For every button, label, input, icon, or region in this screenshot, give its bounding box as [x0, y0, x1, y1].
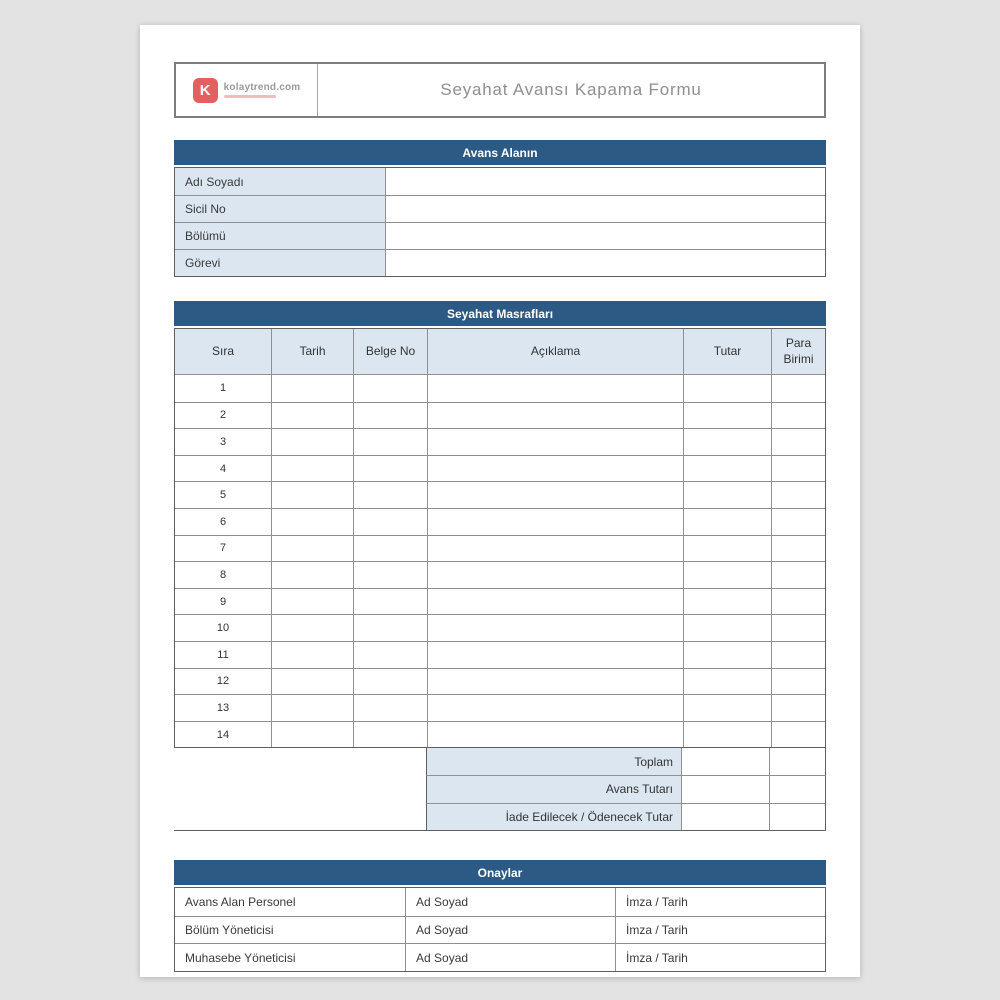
expense-input-cell[interactable] [271, 562, 353, 588]
expense-input-cell[interactable] [683, 615, 771, 641]
expense-input-cell[interactable] [683, 509, 771, 535]
page-title: Seyahat Avansı Kapama Formu [440, 80, 702, 99]
expense-input-cell[interactable] [683, 456, 771, 482]
avans-alanin-header: Avans Alanın [174, 140, 826, 165]
onaylar-header: Onaylar [174, 860, 826, 885]
expense-input-cell[interactable] [683, 482, 771, 508]
approver-role-label: Bölüm Yöneticisi [185, 922, 274, 937]
summary-label: Toplam [426, 748, 682, 776]
expenses-column-header: Para Birimi [771, 329, 825, 374]
summary-spacer [174, 748, 426, 776]
expense-input-cell[interactable] [771, 536, 825, 562]
form-paper [140, 25, 860, 977]
summary-currency-cell[interactable] [770, 776, 826, 804]
approver-name-label: Ad Soyad [405, 944, 615, 971]
expense-input-cell[interactable] [271, 642, 353, 668]
expense-input-cell[interactable] [271, 375, 353, 402]
approver-signature-label: İmza / Tarih [615, 888, 825, 916]
summary-currency-cell[interactable] [770, 804, 826, 832]
expense-input-cell[interactable] [771, 375, 825, 402]
row-number-cell: 13 [216, 701, 230, 714]
expense-input-cell[interactable] [271, 403, 353, 429]
expense-input-cell[interactable] [427, 403, 683, 429]
summary-amount-cell[interactable] [682, 748, 770, 776]
logo-text: kolaytrend.com [223, 82, 301, 93]
expense-input-cell[interactable] [271, 669, 353, 695]
expenses-summary [174, 748, 826, 831]
expense-input-cell[interactable] [771, 615, 825, 641]
approval-row [175, 943, 825, 971]
expense-row [175, 481, 825, 508]
expense-input-cell[interactable] [771, 456, 825, 482]
logo-cell [176, 64, 318, 116]
expense-input-cell[interactable] [771, 669, 825, 695]
row-number-cell: 9 [219, 595, 227, 608]
avans-alanin-table [174, 167, 826, 277]
expense-row [175, 641, 825, 668]
avans-field-label: Görevi [175, 250, 385, 276]
avans-field-row [175, 195, 825, 222]
expense-input-cell[interactable] [771, 589, 825, 615]
expense-input-cell[interactable] [427, 642, 683, 668]
expense-input-cell[interactable] [683, 429, 771, 455]
expense-row [175, 535, 825, 562]
expense-input-cell[interactable] [353, 589, 427, 615]
expense-input-cell[interactable] [427, 669, 683, 695]
avans-field-row [175, 249, 825, 276]
expenses-column-header: Tutar [683, 329, 771, 374]
expense-input-cell[interactable] [353, 695, 427, 721]
expense-row [175, 588, 825, 615]
expense-input-cell[interactable] [771, 429, 825, 455]
avans-field-row [175, 168, 825, 195]
expense-input-cell[interactable] [271, 456, 353, 482]
summary-row [174, 776, 826, 804]
logo-text-wrap [224, 82, 301, 98]
expense-input-cell[interactable] [271, 429, 353, 455]
expense-input-cell[interactable] [353, 722, 427, 748]
expense-input-cell[interactable] [683, 403, 771, 429]
expense-input-cell[interactable] [427, 509, 683, 535]
expense-input-cell[interactable] [427, 375, 683, 402]
expenses-column-header: Sıra [175, 329, 271, 374]
expenses-column-header: Tarih [271, 329, 353, 374]
expense-input-cell[interactable] [771, 642, 825, 668]
expense-input-cell[interactable] [353, 562, 427, 588]
expense-input-cell[interactable] [683, 589, 771, 615]
approver-role-label: Avans Alan Personel [185, 894, 296, 909]
logo-tagline [224, 95, 276, 98]
row-number-cell: 10 [216, 622, 230, 635]
approver-name-label: Ad Soyad [405, 888, 615, 916]
title-cell [318, 64, 824, 116]
seyahat-masraflari-header: Seyahat Masrafları [174, 301, 826, 326]
expense-input-cell[interactable] [271, 722, 353, 748]
expense-input-cell[interactable] [771, 722, 825, 748]
expenses-column-header: Belge No [353, 329, 427, 374]
expense-input-cell[interactable] [683, 642, 771, 668]
section-seyahat-masraflari [174, 301, 826, 831]
summary-row [174, 804, 826, 832]
row-number-cell: 8 [219, 568, 227, 581]
expense-row [175, 375, 825, 402]
approver-role-label: Muhasebe Yöneticisi [185, 950, 296, 965]
expense-input-cell[interactable] [353, 429, 427, 455]
expense-input-cell[interactable] [771, 403, 825, 429]
expense-input-cell[interactable] [683, 375, 771, 402]
avans-field-label: Sicil No [175, 196, 385, 222]
avans-field-value[interactable] [385, 223, 825, 249]
approvals-table [174, 887, 826, 972]
expense-row [175, 668, 825, 695]
summary-label: Avans Tutarı [426, 776, 682, 804]
row-number-cell: 1 [219, 382, 227, 395]
expense-input-cell[interactable] [353, 615, 427, 641]
approver-signature-label: İmza / Tarih [615, 917, 825, 944]
expenses-column-header: Açıklama [427, 329, 683, 374]
expense-input-cell[interactable] [271, 695, 353, 721]
expense-input-cell[interactable] [427, 482, 683, 508]
expense-row [175, 561, 825, 588]
expense-input-cell[interactable] [771, 509, 825, 535]
row-number-cell: 3 [219, 435, 227, 448]
expense-row [175, 428, 825, 455]
summary-row [174, 748, 826, 776]
row-number-cell: 2 [219, 409, 227, 422]
approver-name-label: Ad Soyad [405, 917, 615, 944]
expense-input-cell[interactable] [271, 536, 353, 562]
expense-input-cell[interactable] [683, 562, 771, 588]
approval-row [175, 916, 825, 944]
expense-input-cell[interactable] [427, 562, 683, 588]
avans-field-row [175, 222, 825, 249]
avans-field-value[interactable] [385, 250, 825, 276]
expense-input-cell[interactable] [427, 695, 683, 721]
form-header [174, 62, 826, 118]
section-onaylar [174, 860, 826, 972]
expenses-table [174, 328, 826, 748]
approver-signature-label: İmza / Tarih [615, 944, 825, 971]
avans-field-value[interactable] [385, 196, 825, 222]
section-avans-alanin [174, 140, 826, 277]
expense-row [175, 455, 825, 482]
expense-input-cell[interactable] [353, 375, 427, 402]
row-number-cell: 14 [216, 728, 230, 741]
expense-input-cell[interactable] [271, 482, 353, 508]
summary-amount-cell[interactable] [682, 776, 770, 804]
expense-input-cell[interactable] [427, 536, 683, 562]
summary-amount-cell[interactable] [682, 804, 770, 832]
row-number-cell: 7 [219, 542, 227, 555]
expense-input-cell[interactable] [353, 403, 427, 429]
expense-input-cell[interactable] [427, 429, 683, 455]
row-number-cell: 6 [219, 515, 227, 528]
expense-input-cell[interactable] [683, 536, 771, 562]
expense-row [175, 402, 825, 429]
expense-input-cell[interactable] [683, 669, 771, 695]
expense-input-cell[interactable] [271, 509, 353, 535]
row-number-cell: 5 [219, 489, 227, 502]
expense-row [175, 614, 825, 641]
expense-row [175, 721, 825, 748]
expense-input-cell[interactable] [427, 589, 683, 615]
summary-currency-cell[interactable] [770, 748, 826, 776]
expense-input-cell[interactable] [427, 456, 683, 482]
expense-input-cell[interactable] [353, 536, 427, 562]
expenses-rows [175, 375, 825, 747]
avans-field-label: Bölümü [175, 223, 385, 249]
row-number-cell: 11 [217, 648, 229, 661]
avans-field-value[interactable] [385, 168, 825, 195]
expense-input-cell[interactable] [353, 482, 427, 508]
expenses-column-header-row [175, 329, 825, 375]
summary-spacer [174, 804, 426, 832]
expense-input-cell[interactable] [353, 456, 427, 482]
summary-label: İade Edilecek / Ödenecek Tutar [426, 804, 682, 832]
expense-input-cell[interactable] [771, 695, 825, 721]
expense-input-cell[interactable] [271, 589, 353, 615]
expense-input-cell[interactable] [353, 509, 427, 535]
expense-row [175, 694, 825, 721]
approval-row [175, 888, 825, 916]
expense-input-cell[interactable] [771, 562, 825, 588]
summary-spacer [174, 776, 426, 804]
row-number-cell: 12 [216, 675, 230, 688]
avans-field-label: Adı Soyadı [175, 168, 385, 195]
row-number-cell: 4 [219, 462, 227, 475]
expense-input-cell[interactable] [353, 642, 427, 668]
expense-input-cell[interactable] [683, 722, 771, 748]
expense-input-cell[interactable] [427, 615, 683, 641]
expense-input-cell[interactable] [353, 669, 427, 695]
expense-input-cell[interactable] [771, 482, 825, 508]
expense-input-cell[interactable] [683, 695, 771, 721]
kolaytrend-logo-icon: K [193, 78, 218, 103]
expense-row [175, 508, 825, 535]
expense-input-cell[interactable] [271, 615, 353, 641]
expense-input-cell[interactable] [427, 722, 683, 748]
